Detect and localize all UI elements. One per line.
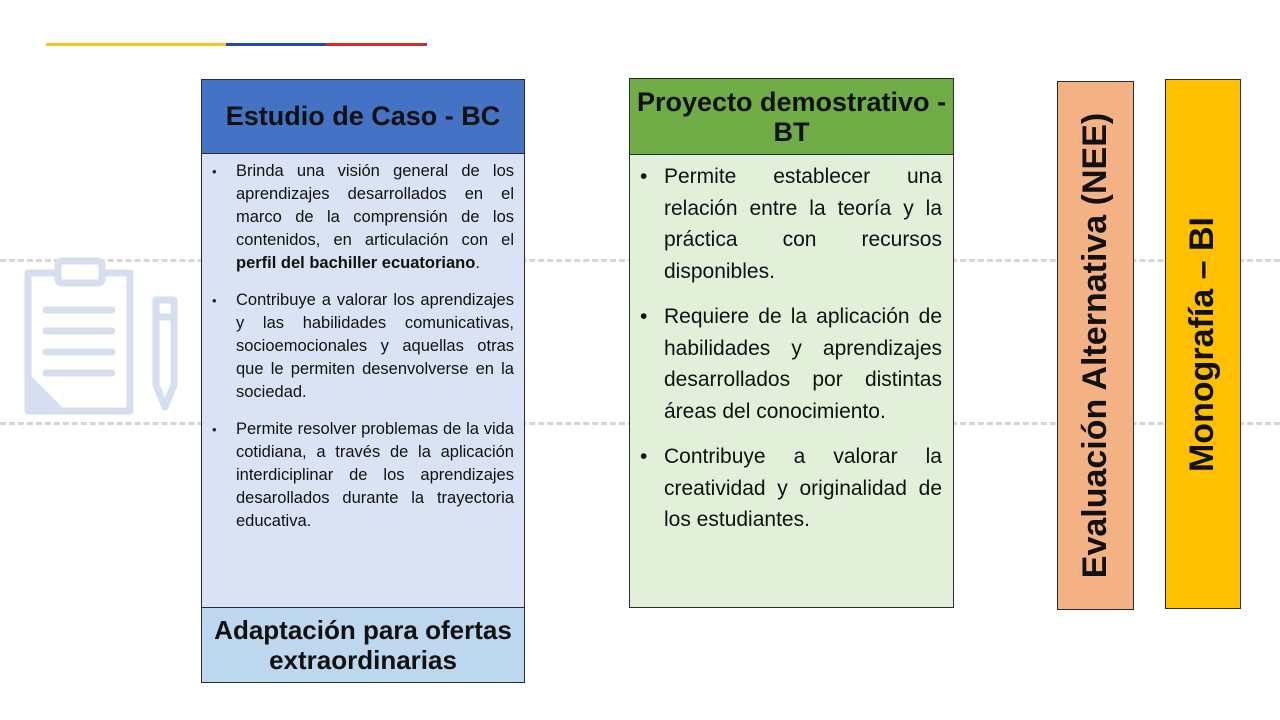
case-study-bullet-1: • Brinda una visión general de los aprendizajes desarrollados en el marco de la comprensión de los contenidos, en articulación con el perfil del bachiller ecuatoriano. xyxy=(236,160,514,275)
project-title: Proyecto demostrativo - BT xyxy=(630,79,953,155)
project-bullet-2: • Requiere de la aplicación de habilidades y aprendizajes desarrollados por distintas áreas del conocimiento. xyxy=(664,301,942,427)
case-study-title: Estudio de Caso - BC xyxy=(202,80,524,154)
case-study-bullet-2: • Contribuye a valorar los aprendizajes y las habilidades comunicativas, socioemocionales y aquellas otras que le permiten desenvolverse en la sociedad. xyxy=(236,289,514,404)
project-bullet-1: • Permite establecer una relación entre la teoría y la práctica con recursos disponibles. xyxy=(664,161,942,287)
flag-line-red xyxy=(326,43,427,46)
case-study-card xyxy=(201,79,525,683)
flag-line-yellow xyxy=(46,43,226,46)
clipboard-pencil-icon xyxy=(18,255,193,425)
case-study-bullets xyxy=(202,154,524,533)
monograph-card xyxy=(1165,79,1241,609)
bachelor-profile-emphasis: perfil del bachiller ecuatoriano xyxy=(236,254,476,272)
flag-line-blue xyxy=(226,43,326,46)
project-bullet-3: • Contribuye a valorar la creatividad y originalidad de los estudiantes. xyxy=(664,441,942,536)
project-card xyxy=(629,78,954,608)
project-bullets xyxy=(630,155,953,536)
case-study-bullet-3: • Permite resolver problemas de la vida cotidiana, a través de la aplicación interdiciplinar de los aprendizajes desarollados durante la trayectoria educativa. xyxy=(236,418,514,533)
alternative-evaluation-label: Evaluación Alternativa (NEE) xyxy=(1076,112,1114,579)
case-study-footer: Adaptación para ofertas extraordinarias xyxy=(202,607,524,682)
alternative-evaluation-card xyxy=(1057,81,1134,610)
monograph-label: Monografía – BI xyxy=(1183,216,1222,472)
